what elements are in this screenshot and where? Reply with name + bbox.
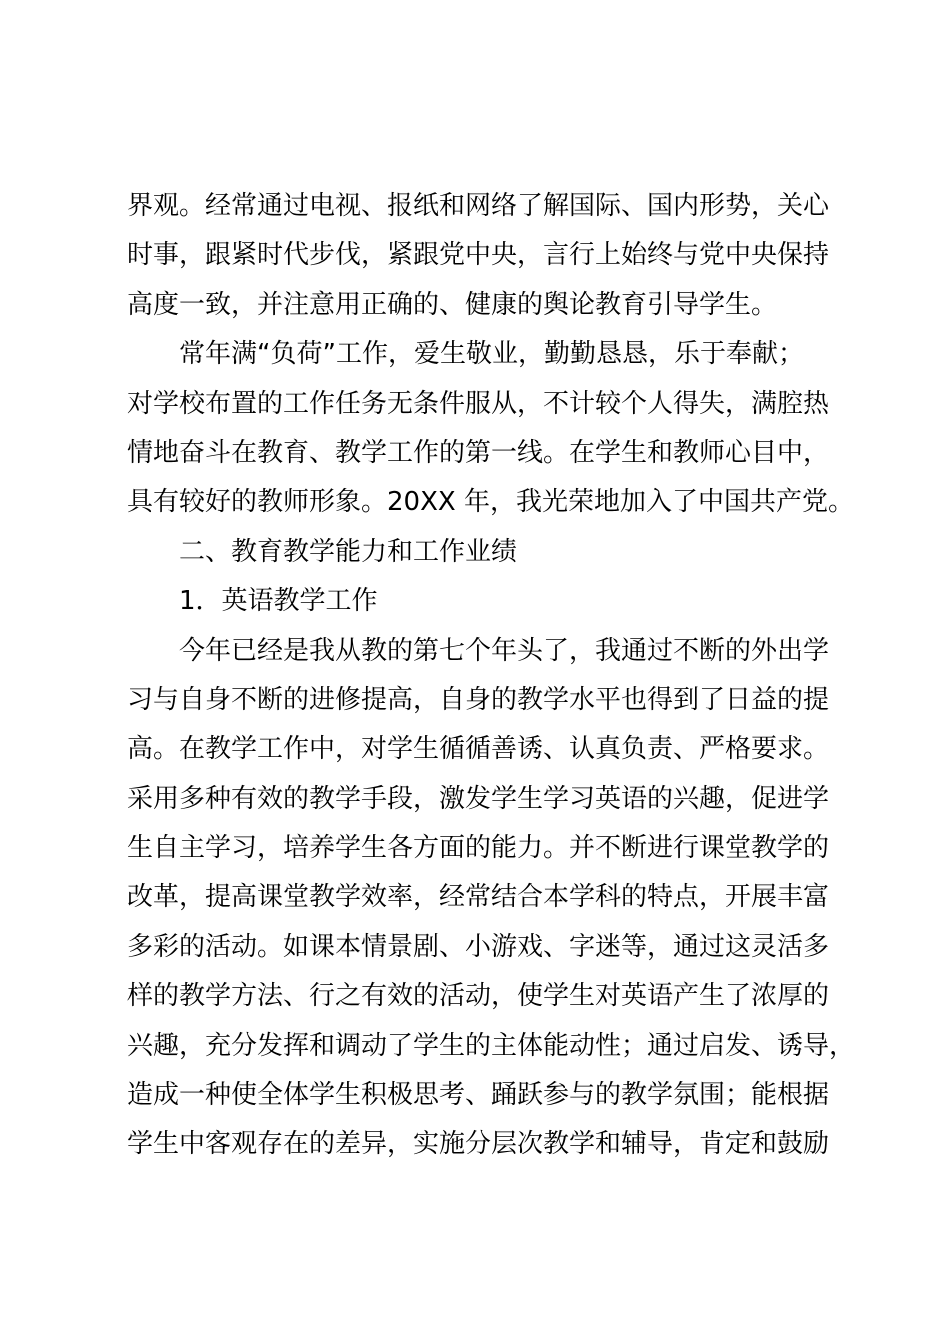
body-text-line: 高。在教学工作中，对学生循循善诱、认真负责、严格要求。 (127, 734, 830, 765)
paragraph-first-line: 常年满“负荷”工作，爱生敬业，勤勤恳恳，乐于奉献； (179, 339, 804, 370)
body-text-line: 多彩的活动。如课本情景剧、小游戏、字迷等，通过这灵活多 (127, 931, 830, 962)
body-text-line: 高度一致，并注意用正确的、健康的舆论教育引导学生。 (127, 289, 778, 320)
body-text-line: 习与自身不断的进修提高，自身的教学水平也得到了日益的提 (127, 684, 830, 715)
body-text-line: 情地奋斗在教育、教学工作的第一线。在学生和教师心目中， (127, 437, 830, 468)
body-text-line: 对学校布置的工作任务无条件服从，不计较个人得失，满腔热 (127, 388, 830, 419)
body-text-line: 生自主学习，培养学生各方面的能力。并不断进行课堂教学的 (127, 833, 830, 864)
body-text-line: 时事，跟紧时代步伐，紧跟党中央，言行上始终与党中央保持 (127, 240, 830, 271)
section-heading: 二、教育教学能力和工作业绩 (179, 536, 518, 567)
body-text-line: 采用多种有效的教学手段，激发学生学习英语的兴趣，促进学 (127, 783, 830, 814)
document-body (127, 182, 856, 1170)
subsection-heading: 1．英语教学工作 (179, 586, 378, 617)
paragraph-first-line: 今年已经是我从教的第七个年头了，我通过不断的外出学 (179, 635, 830, 666)
body-text-line: 改革，提高课堂教学效率，经常结合本学科的特点，开展丰富 (127, 882, 830, 913)
body-text-line: 样的教学方法、行之有效的活动，使学生对英语产生了浓厚的 (127, 981, 830, 1012)
body-text-line: 兴趣，充分发挥和调动了学生的主体能动性；通过启发、诱导， (127, 1030, 856, 1061)
body-text-line: 造成一种使全体学生积极思考、踊跃参与的教学氛围；能根据 (127, 1080, 830, 1111)
body-text-line: 界观。经常通过电视、报纸和网络了解国际、国内形势，关心 (127, 191, 830, 221)
body-text-line: 具有较好的教师形象。20XX 年，我光荣地加入了中国共产党。 (127, 487, 854, 518)
body-text-line: 学生中客观存在的差异，实施分层次教学和辅导，肯定和鼓励 (127, 1129, 830, 1160)
